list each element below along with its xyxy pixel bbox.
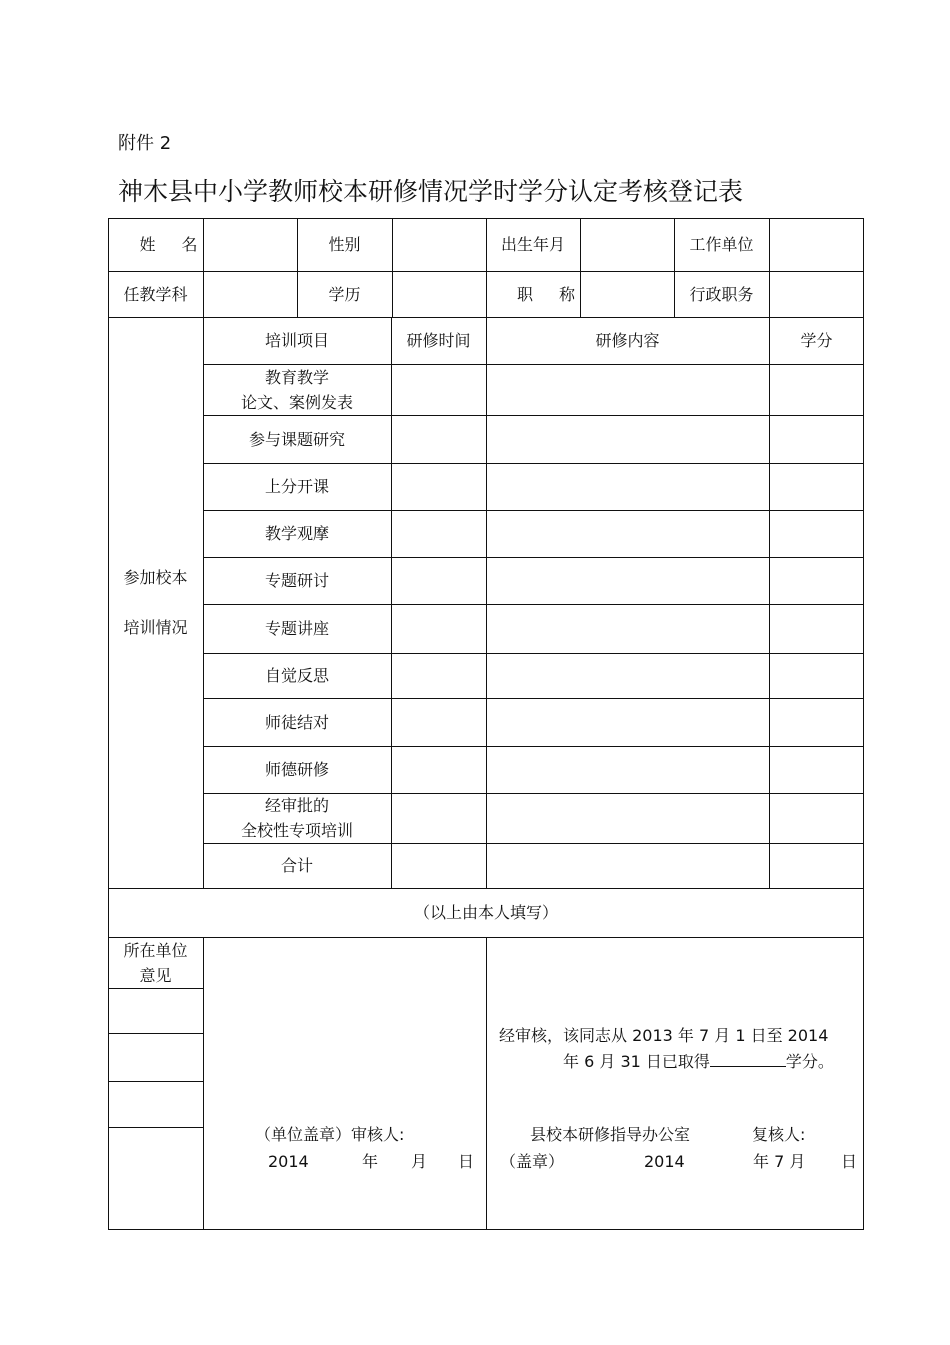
- unit-date-year: 2014: [268, 1152, 309, 1171]
- title-rank-input[interactable]: [581, 272, 674, 317]
- credits-input[interactable]: [770, 416, 863, 463]
- label-education: 学历: [328, 284, 361, 304]
- registration-form-table: [108, 218, 864, 1230]
- training-item-lecture: 专题讲座: [264, 619, 329, 638]
- label-gender: 性别: [328, 235, 361, 254]
- total-time-input[interactable]: [392, 844, 486, 888]
- self-fill-note: （以上由本人填写）: [413, 903, 558, 922]
- credits-input[interactable]: [770, 464, 863, 510]
- credits-input[interactable]: [770, 747, 863, 793]
- county-date-month: 年 7 月: [753, 1152, 806, 1171]
- table-border-bottom: [108, 1229, 864, 1230]
- training-item-schoolwide: [203, 793, 391, 843]
- county-review-text-line2: [563, 1050, 834, 1073]
- unit-opinion-line2: 意见: [139, 965, 172, 985]
- content-input[interactable]: [487, 699, 769, 746]
- unit-date-day-char: 日: [458, 1152, 475, 1171]
- header-item: 培训项目: [264, 331, 329, 350]
- birth-date-input[interactable]: [581, 219, 674, 271]
- county-review-text-line1: 经审核，该同志从 2013 年 7 月 1 日至 2014: [499, 1026, 829, 1045]
- county-seal: （盖章）: [500, 1152, 565, 1171]
- time-input[interactable]: [392, 558, 486, 604]
- unit-opinion-input[interactable]: [204, 938, 486, 1118]
- unit-opinion-label: [108, 937, 203, 988]
- training-label-line1: 参加校本: [123, 568, 188, 587]
- time-input[interactable]: [392, 464, 486, 510]
- training-item-paper: [203, 364, 391, 415]
- credits-unit-text: 学分。: [785, 1052, 834, 1071]
- total-content-input[interactable]: [487, 844, 769, 888]
- attachment-label: 附件 2: [118, 133, 172, 154]
- content-input[interactable]: [487, 794, 769, 843]
- row-divider: [108, 988, 203, 989]
- content-input[interactable]: [487, 416, 769, 463]
- time-input[interactable]: [392, 511, 486, 557]
- credits-input[interactable]: [770, 605, 863, 653]
- credits-input[interactable]: [770, 654, 863, 698]
- training-item-mentoring: 师徒结对: [264, 712, 329, 732]
- form-title: 神木县中小学教师校本研修情况学时学分认定考核登记表: [118, 177, 744, 206]
- label-work-unit: 工作单位: [689, 235, 754, 254]
- subject-input[interactable]: [204, 272, 297, 317]
- total-credits-input[interactable]: [770, 844, 863, 888]
- county-date-day: 日: [841, 1152, 858, 1171]
- content-input[interactable]: [487, 558, 769, 604]
- training-item-total: 合计: [280, 856, 313, 875]
- item-line1: 教育教学: [264, 367, 329, 387]
- time-input[interactable]: [392, 747, 486, 793]
- row-divider: [108, 1127, 203, 1128]
- content-input[interactable]: [487, 511, 769, 557]
- credits-input[interactable]: [770, 511, 863, 557]
- content-input[interactable]: [487, 747, 769, 793]
- header-credits: 学分: [800, 331, 833, 350]
- time-input[interactable]: [392, 654, 486, 698]
- county-date-year: 2014: [644, 1152, 685, 1171]
- item-line1: 经审批的: [264, 796, 329, 815]
- training-item-seminar: 专题研讨: [264, 571, 329, 590]
- name-input[interactable]: [204, 219, 297, 271]
- header-content: 研修内容: [595, 331, 660, 350]
- label-birth-date: 出生年月: [500, 235, 565, 254]
- item-line2: 论文、案例发表: [240, 392, 353, 412]
- unit-date-year-char: 年: [362, 1152, 379, 1171]
- content-input[interactable]: [487, 365, 769, 415]
- training-item-reflection: 自觉反思: [264, 666, 329, 685]
- training-item-ethics: 师德研修: [264, 760, 329, 779]
- credits-input[interactable]: [770, 794, 863, 843]
- county-rechecker: 复核人:: [752, 1125, 806, 1144]
- row-divider: [108, 1081, 203, 1082]
- label-name: 姓名: [139, 235, 224, 254]
- time-input[interactable]: [392, 605, 486, 653]
- credits-input[interactable]: [770, 365, 863, 415]
- label-admin-post: 行政职务: [689, 284, 754, 304]
- unit-date-month-char: 月: [411, 1152, 428, 1171]
- admin-post-input[interactable]: [770, 272, 863, 317]
- county-period-text: 年 6 月 31 日已取得: [563, 1052, 710, 1071]
- time-input[interactable]: [392, 794, 486, 843]
- work-unit-input[interactable]: [770, 219, 863, 271]
- label-subject: 任教学科: [123, 284, 188, 304]
- unit-seal-reviewer: （单位盖章）审核人:: [255, 1125, 405, 1144]
- header-time: 研修时间: [406, 331, 471, 350]
- content-input[interactable]: [487, 464, 769, 510]
- training-section-label: [108, 317, 203, 888]
- row-divider: [108, 1033, 203, 1034]
- time-input[interactable]: [392, 416, 486, 463]
- table-border-right: [863, 218, 864, 1230]
- content-input[interactable]: [487, 654, 769, 698]
- time-input[interactable]: [392, 699, 486, 746]
- col-divider: [486, 937, 487, 1229]
- training-item-observation: 教学观摩: [264, 524, 329, 543]
- credits-input[interactable]: [770, 558, 863, 604]
- item-line2: 全校性专项培训: [240, 821, 353, 840]
- credits-earned-field[interactable]: [710, 1050, 786, 1067]
- education-input[interactable]: [393, 272, 486, 317]
- training-item-research: 参与课题研究: [248, 429, 345, 449]
- training-label-line2: 培训情况: [123, 618, 188, 637]
- label-title-rank: 职称: [516, 284, 601, 304]
- gender-input[interactable]: [393, 219, 486, 271]
- time-input[interactable]: [392, 365, 486, 415]
- training-item-open-class: 上分开课: [264, 477, 329, 496]
- content-input[interactable]: [487, 605, 769, 653]
- county-office: 县校本研修指导办公室: [530, 1125, 691, 1144]
- unit-opinion-line1: 所在单位: [123, 940, 188, 960]
- credits-input[interactable]: [770, 699, 863, 746]
